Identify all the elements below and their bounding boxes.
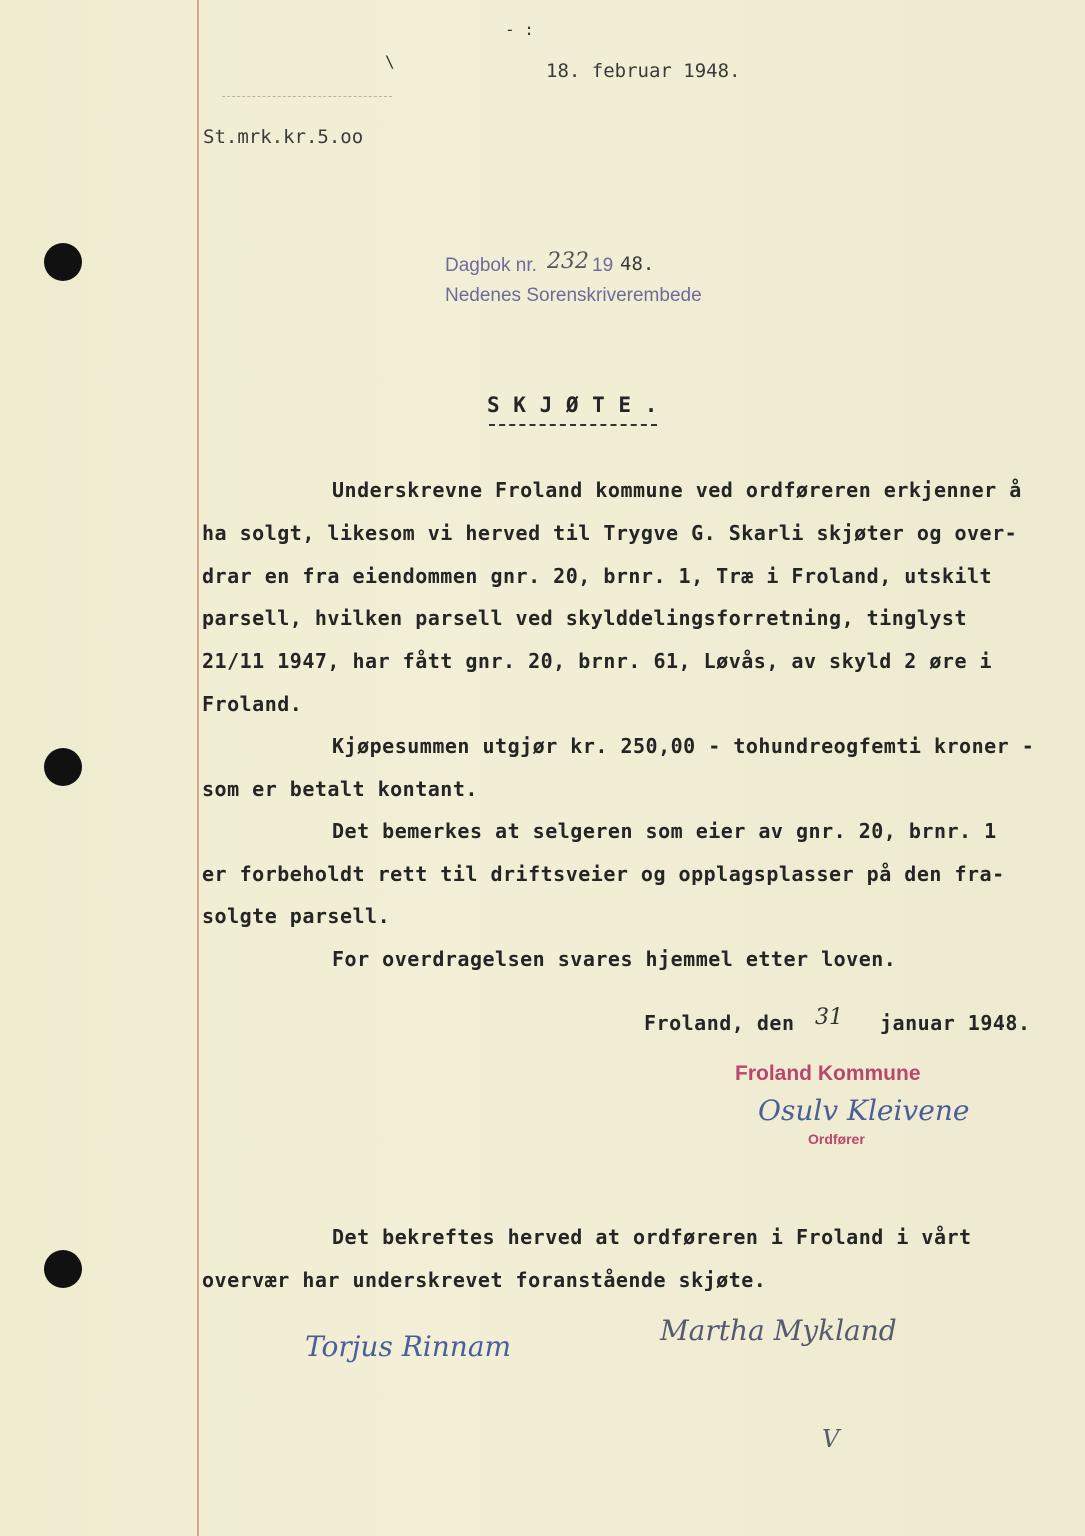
title-underline — [489, 424, 657, 426]
witness-signature-left: Torjus Rinnam — [305, 1330, 512, 1363]
punch-hole — [44, 1250, 82, 1288]
deed-line: er forbeholdt rett til driftsveier og opplagsplasser på den fra- — [202, 862, 1005, 886]
stamp-fee: St.mrk.kr.5.oo — [203, 126, 364, 148]
place-prefix: Froland, den — [644, 1011, 795, 1035]
registry-year-prefix: 19 — [592, 255, 614, 276]
deed-line: solgte parsell. — [202, 904, 391, 928]
tick-mark: V — [822, 1425, 840, 1453]
registry-number: 232 — [547, 249, 589, 274]
deed-line: drar en fra eiendommen gnr. 20, brnr. 1, Træ i Froland, utskilt — [202, 564, 993, 588]
municipality-stamp: Froland Kommune — [735, 1062, 921, 1085]
faint-rule — [222, 96, 392, 97]
place-day: 31 — [815, 1005, 843, 1030]
top-mark: - : — [505, 20, 534, 39]
deed-line: Det bemerkes at selgeren som eier av gnr. 20, brnr. 1 — [332, 819, 997, 843]
registry-year-suffix: 48. — [620, 253, 655, 275]
document-date: 18. februar 1948. — [546, 60, 741, 82]
witness-line: overvær har underskrevet foranstående skjøte. — [202, 1268, 767, 1292]
place-suffix: januar 1948. — [880, 1011, 1031, 1035]
deed-title: S K J Ø T E . — [487, 393, 658, 417]
corner-mark: \ — [385, 52, 395, 71]
deed-line: ha solgt, likesom vi herved til Trygve G. Skarli skjøter og over- — [202, 521, 1018, 545]
deed-line: Froland. — [202, 692, 303, 716]
registry-label: Dagbok nr. — [445, 255, 537, 276]
deed-line: som er betalt kontant. — [202, 777, 478, 801]
witness-signature-right: Martha Mykland — [660, 1314, 897, 1347]
registry-office: Nedenes Sorenskriverembede — [445, 285, 702, 306]
deed-line: For overdragelsen svares hjemmel etter loven. — [332, 947, 897, 971]
punch-hole — [44, 748, 82, 786]
deed-line: Kjøpesummen utgjør kr. 250,00 - tohundreogfemti kroner - — [332, 734, 1035, 758]
deed-line: Underskrevne Froland kommune ved ordføreren erkjenner å — [332, 478, 1022, 502]
deed-line: parsell, hvilken parsell ved skylddelingsforretning, tinglyst — [202, 606, 968, 630]
mayor-signature: Osulv Kleivene — [758, 1094, 970, 1127]
punch-hole — [44, 243, 82, 281]
margin-rule — [197, 0, 199, 1536]
deed-line: 21/11 1947, har fått gnr. 20, brnr. 61, Løvås, av skyld 2 øre i — [202, 649, 993, 673]
mayor-title-stamp: Ordfører — [808, 1131, 865, 1147]
witness-line: Det bekreftes herved at ordføreren i Froland i vårt — [332, 1225, 972, 1249]
